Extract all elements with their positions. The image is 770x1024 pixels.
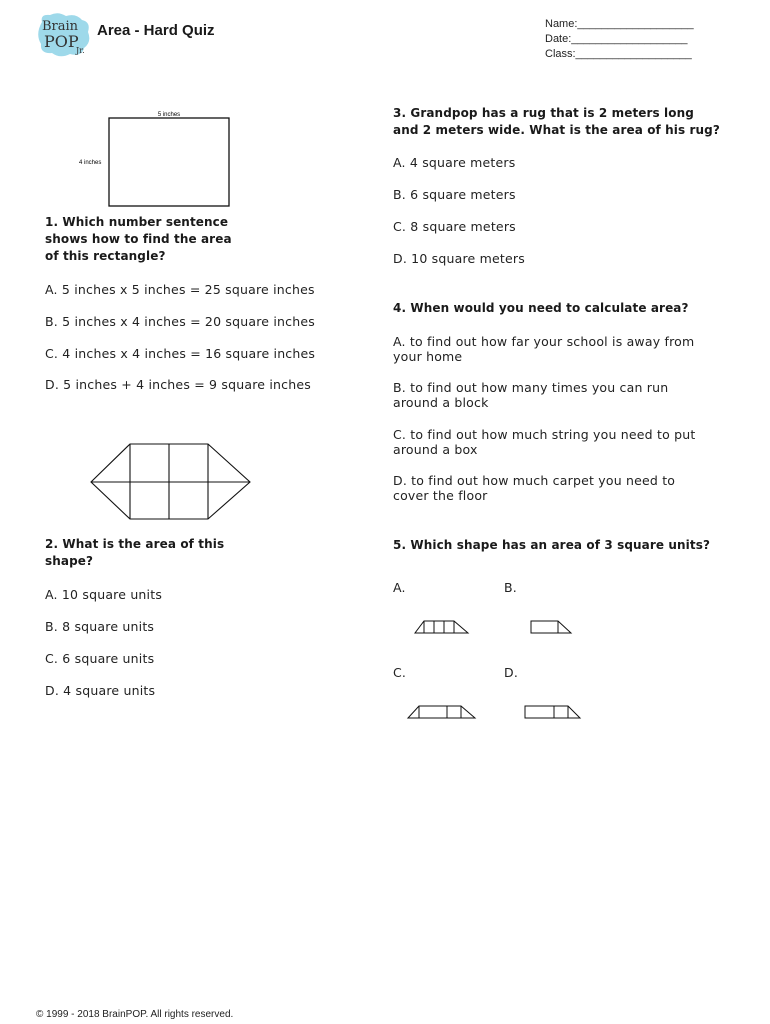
date-field[interactable]: Date:___________________ <box>545 33 688 45</box>
q3-option-a[interactable]: A. 4 square meters <box>393 155 516 170</box>
shape-d[interactable] <box>522 704 584 720</box>
q3-option-b[interactable]: B. 6 square meters <box>393 187 516 202</box>
name-field[interactable]: Name:___________________ <box>545 18 694 30</box>
q2-option-d[interactable]: D. 4 square units <box>45 683 156 698</box>
copyright-footer: © 1999 - 2018 BrainPOP. All rights reserved. <box>36 1009 234 1020</box>
q2-option-c[interactable]: C. 6 square units <box>45 651 155 666</box>
q4-option-d[interactable]: D. to find out how much carpet you need to cover the floor <box>393 473 676 503</box>
student-info <box>545 17 694 62</box>
question-3: 3. Grandpop has a rug that is 2 meters long and 2 meters wide. What is the area of his rug? <box>393 106 720 137</box>
q4-option-b[interactable]: B. to find out how many times you can run around a block <box>393 380 669 410</box>
q4-option-a[interactable]: A. to find out how far your school is away from your home <box>393 334 695 364</box>
page-title: Area - Hard Quiz <box>97 22 215 39</box>
q1-option-b[interactable]: B. 5 inches x 4 inches = 20 square inches <box>45 314 315 329</box>
q2-option-b[interactable]: B. 8 square units <box>45 619 155 634</box>
question-4: 4. When would you need to calculate area? <box>393 301 689 315</box>
q2-option-a[interactable]: A. 10 square units <box>45 587 163 602</box>
svg-text:Brain: Brain <box>42 19 79 34</box>
figure-side-label: 4 inches <box>79 160 102 166</box>
hexagon-grid-figure <box>86 440 256 522</box>
class-field[interactable]: Class:___________________ <box>545 48 692 60</box>
q1-option-a[interactable]: A. 5 inches x 5 inches = 25 square inches <box>45 282 315 297</box>
q5-label-c[interactable]: C. <box>393 665 407 680</box>
question-1: 1. Which number sentence shows how to find the area of this rectangle? <box>45 215 232 263</box>
shape-c[interactable] <box>405 704 479 720</box>
q3-option-c[interactable]: C. 8 square meters <box>393 219 516 234</box>
figure-top-label: 5 inches <box>157 112 181 118</box>
q1-option-d[interactable]: D. 5 inches + 4 inches = 9 square inches <box>45 377 311 392</box>
q4-option-c[interactable]: C. to find out how much string you need to put around a box <box>393 427 696 457</box>
q5-label-b[interactable]: B. <box>504 580 517 595</box>
question-5: 5. Which shape has an area of 3 square units? <box>393 538 711 552</box>
rectangle-figure <box>70 108 240 210</box>
q5-label-d[interactable]: D. <box>504 665 518 680</box>
svg-text:POP: POP <box>44 32 79 51</box>
question-2: 2. What is the area of this shape? <box>45 537 225 568</box>
shape-b[interactable] <box>528 619 576 635</box>
q5-label-a[interactable]: A. <box>393 580 406 595</box>
brainpop-jr-logo <box>36 12 92 58</box>
shape-a[interactable] <box>412 619 472 635</box>
svg-text:Jr.: Jr. <box>76 46 85 55</box>
q1-option-c[interactable]: C. 4 inches x 4 inches = 16 square inches <box>45 346 316 361</box>
q3-option-d[interactable]: D. 10 square meters <box>393 251 525 266</box>
